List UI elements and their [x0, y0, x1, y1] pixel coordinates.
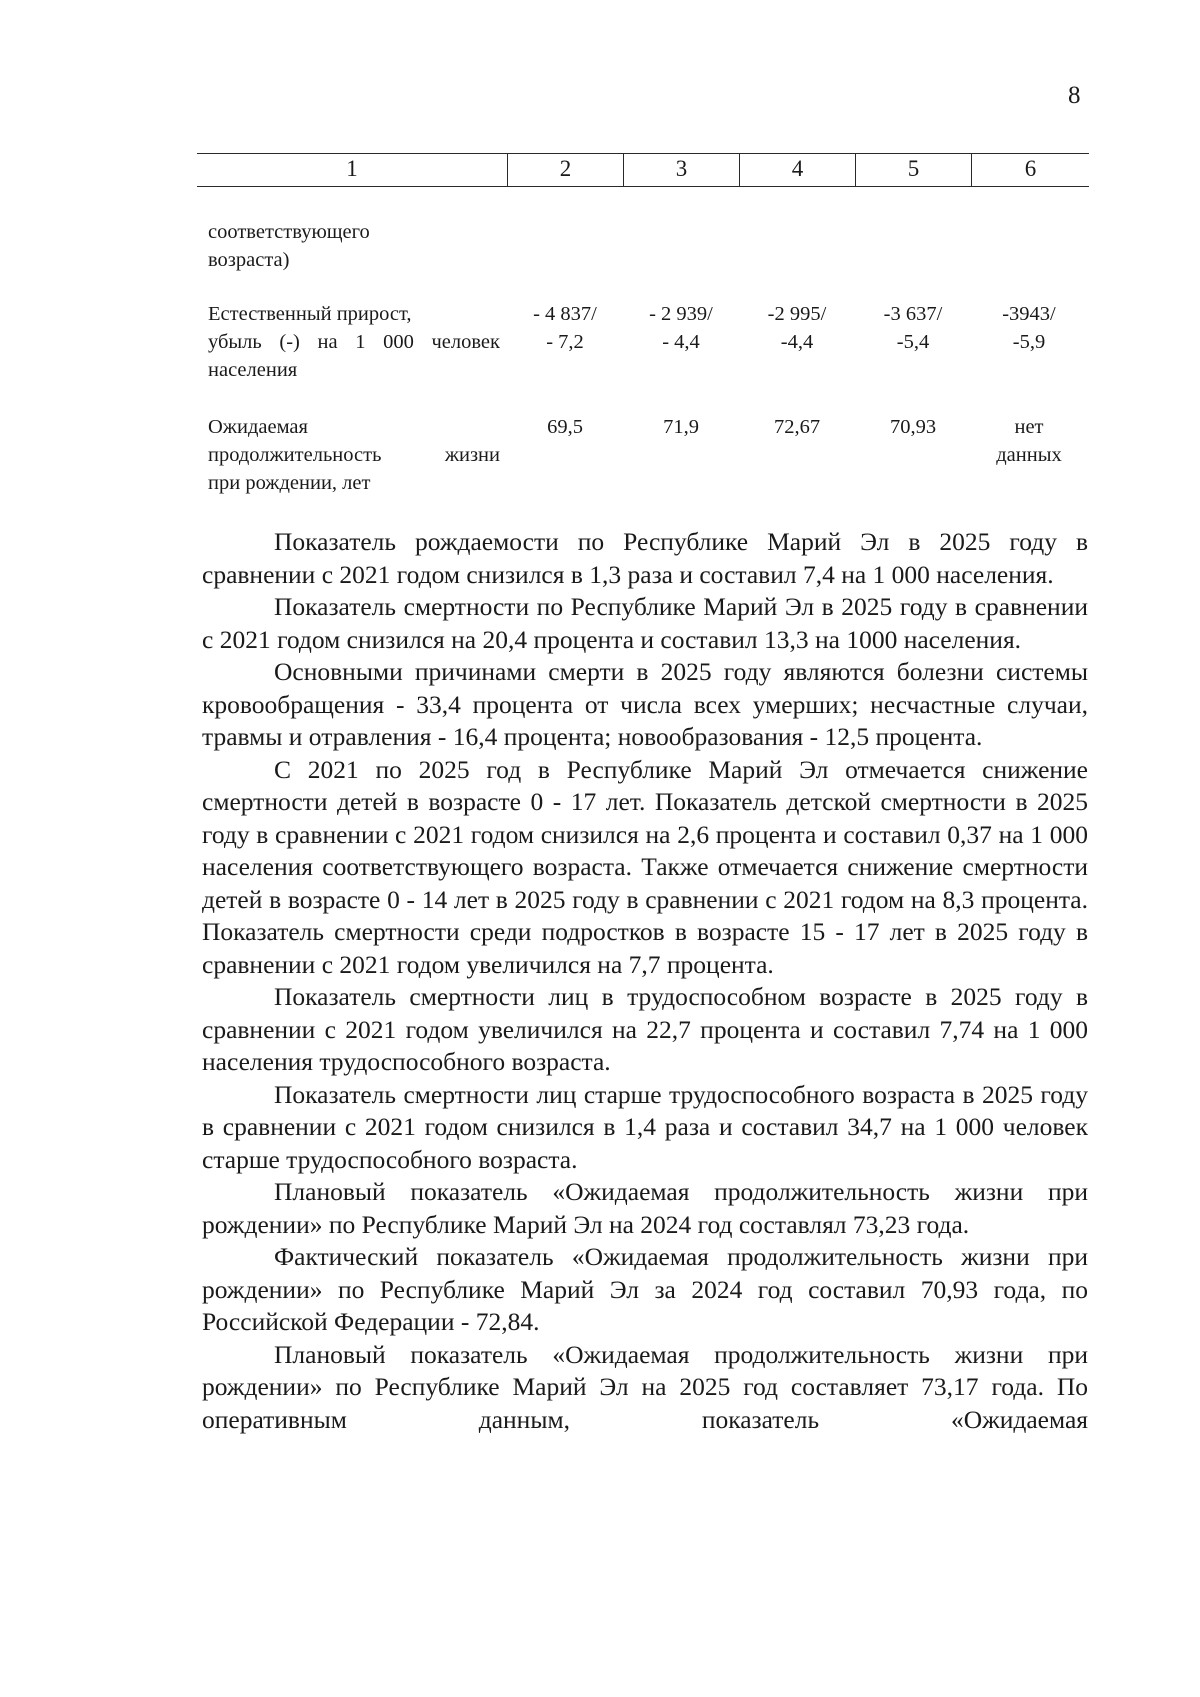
- row-label-line: Естественный прирост,: [208, 303, 412, 325]
- row-label-line: при рождении, лет: [208, 472, 371, 494]
- table-cell: 69,5: [547, 416, 583, 438]
- table-cell: - 4 837/ - 7,2: [533, 303, 597, 353]
- table-header-cell: 3: [623, 154, 739, 186]
- row-label-line: возраста): [208, 249, 290, 271]
- table-cell: -3943/ -5,9: [1002, 303, 1056, 353]
- paragraph: Плановый показатель «Ожидаемая продолжительность жизни при рождении» по Республике Марий Эл на 2024 год составлял 73,23 года.: [202, 1177, 1088, 1239]
- table-header-cell: 1: [346, 156, 358, 181]
- row-label: [208, 218, 500, 274]
- row-label-line: убыль (-) на 1 000 человек: [208, 331, 500, 353]
- paragraph: Показатель смертности лиц старше трудоспособного возраста в 2025 году в сравнении с 2021 годом снизился в 1,4 раза и составил 34,7 на 1 000 человек старше трудоспособного возраста.: [202, 1079, 1088, 1174]
- paragraph: Плановый показатель «Ожидаемая продолжительность жизни при рождении» по Республике Марий Эл на 2025 год составляет 73,17 года. По оперативным данным, показатель «Ожидаемая: [202, 1339, 1088, 1434]
- table-header-cell: 6: [971, 154, 1089, 186]
- table-cell: -3 637/ -5,4: [883, 303, 943, 353]
- table-cell: 72,67: [773, 416, 821, 438]
- table-header: [197, 153, 1089, 187]
- paragraph: С 2021 по 2025 год в Республике Марий Эл отмечается снижение смертности детей в возрасте 0 - 17 лет. Показатель детской смертности в 2025 году в сравнении с 2021 годом снизился на 2,6 процента и составил 0,37 на 1 000 населения соответствующего возраста. Также отмечается снижение смертности детей в возрасте 0 - 14 лет в 2025 году в сравнении с 2021 годом на 8,3 процента. Показатель смертности среди подростков в возрасте 15 - 17 лет в 2025 году в сравнении с 2021 годом увеличился на 7,7 процента.: [202, 754, 1088, 979]
- table-cell: - 2 939/ - 4,4: [649, 303, 713, 353]
- row-label-line: продолжительность жизни: [208, 444, 500, 466]
- table-header-cell: 4: [739, 154, 855, 186]
- row-label: [208, 300, 500, 384]
- paragraph: Показатель смертности лиц в трудоспособном возрасте в 2025 году в сравнении с 2021 годом увеличился на 22,7 процента и составил 7,74 на 1 000 населения трудоспособного возраста.: [202, 982, 1088, 1076]
- table-cell: 70,93: [889, 416, 937, 438]
- table-cell: нет данных: [996, 416, 1062, 466]
- body-text: [202, 526, 1088, 1436]
- row-label-line: соответствующего: [208, 221, 370, 243]
- paragraph: Основными причинами смерти в 2025 году являются болезни системы кровообращения - 33,4 процента от числа всех умерших; несчастные случаи, травмы и отравления - 16,4 процента; новообразования - 12,5 процента.: [202, 657, 1088, 751]
- page-number: 8: [1068, 82, 1081, 109]
- paragraph: Показатель смертности по Республике Марий Эл в 2025 году в сравнении с 2021 годом снизился на 20,4 процента и составил 13,3 на 1000 населения.: [202, 592, 1088, 654]
- row-label-line: Ожидаемая: [208, 416, 308, 438]
- row-label-line: населения: [208, 359, 298, 381]
- paragraph: Показатель рождаемости по Республике Марий Эл в 2025 году в сравнении с 2021 годом снизился в 1,3 раза и составил 7,4 на 1 000 населения.: [202, 527, 1088, 589]
- table-cell: 71,9: [663, 416, 699, 438]
- table-header-cell: 2: [507, 154, 623, 186]
- table-cell: -2 995/ -4,4: [767, 303, 827, 353]
- paragraph: Фактический показатель «Ожидаемая продолжительность жизни при рождении» по Республике Марий Эл за 2024 год составил 70,93 года, по Российской Федерации - 72,84.: [202, 1242, 1088, 1336]
- row-label: [208, 413, 500, 497]
- table-header-cell: 5: [855, 154, 971, 186]
